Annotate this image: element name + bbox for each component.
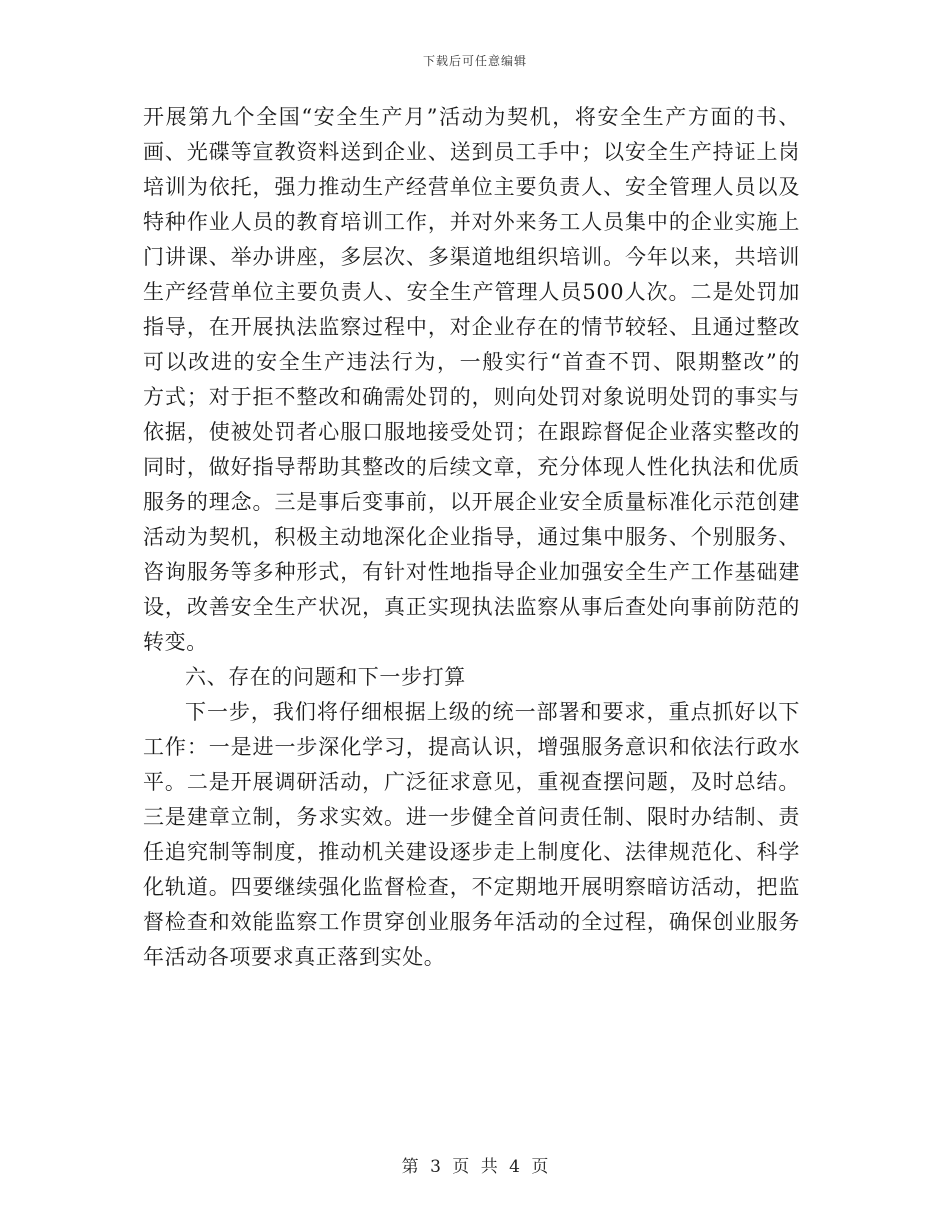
text-line: 督检查和效能监察工作贯穿创业服务年活动的全过程，确保创业服务 [143,910,800,934]
section-heading-text: 六、存在的问题和下一步打算 [185,665,466,689]
text-line: 平。二是开展调研活动，广泛征求意见，重视查摆问题，及时总结。 [143,770,800,794]
text-line: 特种作业人员的教育培训工作，并对外来务工人员集中的企业实施上 [143,210,800,234]
text-line: 下一步，我们将仔细根据上级的统一部署和要求，重点抓好以下 [185,700,800,724]
text-line: 可以改进的安全生产违法行为，一般实行“首查不罚、限期整改”的 [143,350,800,374]
text-line: 门讲课、举办讲座，多层次、多渠道地组织培训。今年以来，共培训 [143,245,800,269]
text-line: 画、光碟等宣教资料送到企业、送到员工手中；以安全生产持证上岗 [143,140,800,164]
text-line: 工作：一是进一步深化学习，提高认识，增强服务意识和依法行政水 [143,735,800,759]
text-line: 生产经营单位主要负责人、安全生产管理人员500人次。二是处罚加 [143,280,800,304]
text-line: 服务的理念。三是事后变事前，以开展企业安全质量标准化示范创建 [143,490,800,514]
section-heading [143,660,800,695]
text-line: 方式；对于拒不整改和确需处罚的，则向处罚对象说明处罚的事实与 [143,385,800,409]
text-line: 设，改善安全生产状况，真正实现执法监察从事后查处向事前防范的 [143,595,800,619]
page-header: 下载后可任意编辑 [422,54,527,68]
text-line: 化轨道。四要继续强化监督检查，不定期地开展明察暗访活动，把监 [143,875,800,899]
text-line: 任追究制等制度，推动机关建设逐步走上制度化、法律规范化、科学 [143,840,800,864]
text-line: 转变。 [143,630,208,654]
text-line: 依据，使被处罚者心服口服地接受处罚；在跟踪督促企业落实整改的 [143,420,800,444]
page-number: 第 3 页 共 4 页 [401,1157,549,1177]
paragraph [143,100,800,660]
text-line: 指导，在开展执法监察过程中，对企业存在的情节较轻、且通过整改 [143,315,800,339]
text-line: 年活动各项要求真正落到实处。 [143,945,446,969]
text-line: 开展第九个全国“安全生产月”活动为契机，将安全生产方面的书、 [143,105,800,129]
text-line: 三是建章立制，务求实效。进一步健全首问责任制、限时办结制、责 [143,805,800,829]
document-body [143,100,800,975]
text-line: 咨询服务等多种形式，有针对性地指导企业加强安全生产工作基础建 [143,560,800,584]
text-line: 活动为契机，积极主动地深化企业指导，通过集中服务、个别服务、 [143,525,800,549]
text-line: 同时，做好指导帮助其整改的后续文章，充分体现人性化执法和优质 [143,455,800,479]
paragraph [143,695,800,975]
text-line: 培训为依托，强力推动生产经营单位主要负责人、安全管理人员以及 [143,175,800,199]
